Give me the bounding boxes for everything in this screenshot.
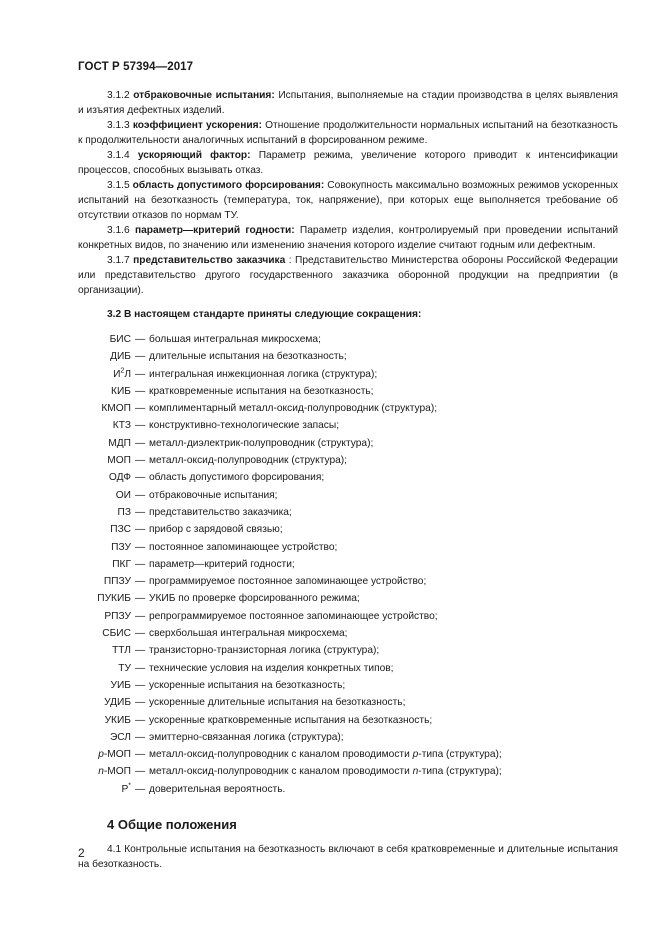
abbreviation-row [78,470,618,487]
abbreviation-row [78,488,618,505]
abbreviation-definition: технические условия на изделия конкретных типов; [149,662,394,674]
abbreviation-dash: — [135,749,146,761]
abbreviation-row [78,505,618,522]
abbreviation-term: ПЗУ [111,541,131,553]
abbreviation-row [78,332,618,349]
abbreviation-definition: сверхбольшая интегральная микросхема; [149,628,348,640]
abbreviation-definition: длительные испытания на безотказность; [149,351,347,363]
abbreviation-definition: металл-диэлектрик-полупроводник (структура); [149,437,374,449]
abbreviation-term: ТТЛ [112,645,131,657]
abbreviation-row [78,713,618,730]
abbreviation-term: КТЗ [112,420,131,432]
abbreviation-definition: область допустимого форсирования; [149,472,325,484]
abbreviation-term: ПЗ [117,506,131,518]
definition-term: представительство заказчика [133,255,286,266]
abbreviation-definition: кратковременные испытания на безотказность; [149,385,374,397]
abbreviation-term: МОП [107,455,131,467]
abbreviation-row [78,557,618,574]
abbreviation-term: МДП [108,437,131,449]
abbreviation-definition: транзисторно-транзисторная логика (структура); [149,645,380,657]
abbreviation-row [78,782,618,799]
abbreviation-definition: ускоренные испытания на безотказность; [149,679,346,691]
abbreviation-dash: — [135,645,146,657]
abbreviation-term: ППЗУ [103,576,131,588]
definition-paragraph [78,118,618,148]
abbreviation-dash: — [135,679,146,691]
abbreviation-definition: металл-оксид-полупроводник с каналом проводимости p-типа (структура); [149,749,502,761]
abbreviation-dash: — [135,334,146,345]
abbreviation-definition: представительство заказчика; [149,506,292,518]
abbreviation-term: КМОП [101,403,131,415]
abbreviation-row [78,436,618,453]
abbreviation-term: p-МОП [98,749,131,761]
abbreviation-row [78,661,618,678]
abbreviation-term: БИС [109,334,131,345]
abbreviation-dash: — [135,593,146,605]
definition-text: Испытания, выполняемые на стадии производства в целях выявления и изъятия дефектных изделий. [78,90,618,116]
abbreviation-term: ОИ [115,489,131,501]
definition-text: : Представительство Министерства обороны Российской Федерации или представительство другого государственного заказчика оборонной продукции на предприятии (в организации). [78,255,618,296]
abbreviations-list [78,332,618,799]
abbreviation-definition: доверительная вероятность. [149,783,286,795]
abbreviation-row [78,418,618,435]
abbreviation-definition: металл-оксид-полупроводник (структура); [149,455,348,467]
abbreviation-definition: программируемое постоянное запоминающее устройство; [149,576,427,588]
abbreviation-row [78,401,618,418]
definitions-section [78,88,618,298]
abbreviation-dash: — [135,697,146,709]
abbreviation-definition: интегральная инжекционная логика (структура); [149,368,378,380]
abbreviation-definition: отбраковочные испытания; [149,489,278,501]
abbreviation-dash: — [135,714,146,726]
abbreviation-dash: — [135,437,146,449]
abbreviation-dash: — [135,472,146,484]
abbreviation-term: Р* [121,782,131,795]
abbreviation-term: n-МОП [98,766,131,778]
document-body [78,88,618,872]
abbreviation-row [78,574,618,591]
abbreviation-dash: — [135,506,146,518]
definition-text: Совокупность максимально возможных режимов ускоренных испытаний на безотказность (температура, ток, напряжение), при которых еще выполняется требование об отсутствии отказов по нормам ТУ. [78,180,618,221]
abbreviation-term: УКИБ [104,714,131,726]
abbreviation-term: ПЗС [110,524,131,536]
abbreviation-row [78,764,618,781]
abbreviation-dash: — [135,420,146,432]
definition-number: 3.1.3 [107,120,130,131]
abbreviation-dash: — [135,610,146,622]
abbreviation-row [78,384,618,401]
abbreviation-row [78,747,618,764]
abbreviation-definition: ускоренные кратковременные испытания на безотказность; [149,714,433,726]
abbreviation-row [78,609,618,626]
definition-text: Отношение продолжительности нормальных испытаний на безотказность к продолжительности аналогичных испытаний в форсированном режиме. [78,120,618,146]
abbreviation-definition: комплиментарный металл-оксид-полупроводник (структура); [149,403,438,415]
abbreviation-row [78,349,618,366]
abbreviation-definition: репрограммируемое постоянное запоминающее устройство; [149,610,438,622]
definition-number: 3.1.2 [107,90,130,101]
abbreviation-term: КИБ [111,385,131,397]
abbreviation-row [78,643,618,660]
abbreviation-term: РПЗУ [104,610,131,622]
abbreviation-dash: — [135,385,146,397]
abbreviation-row [78,591,618,608]
definition-term: отбраковочные испытания: [133,90,275,101]
definition-term: параметр—критерий годности: [134,225,295,236]
abbreviation-dash: — [135,783,146,795]
abbreviation-term: УДИБ [104,697,131,709]
abbreviation-term: ЭСЛ [109,731,131,743]
abbreviation-definition: параметр—критерий годности; [149,558,295,570]
abbreviation-row [78,367,618,384]
abbreviation-definition: большая интегральная микросхема; [149,334,321,345]
abbreviation-dash: — [135,455,146,467]
abbreviation-dash: — [135,558,146,570]
abbreviation-dash: — [135,403,146,415]
abbreviation-term: ТУ [118,662,131,674]
abbreviation-row [78,522,618,539]
abbreviation-dash: — [135,368,146,380]
abbreviation-row [78,730,618,747]
abbreviation-dash: — [135,662,146,674]
abbreviation-dash: — [135,541,146,553]
abbreviation-term: ПУКИБ [97,593,131,605]
abbreviation-definition: эмиттерно-связанная логика (структура); [149,731,344,743]
abbreviations-intro: 3.2 В настоящем стандарте приняты следующие сокращения: [107,309,422,320]
definition-number: 3.1.5 [107,180,130,191]
abbreviation-definition: конструктивно-технологические запасы; [149,420,340,432]
abbreviation-definition: УКИБ по проверке форсированного режима; [149,593,360,605]
definition-paragraph [78,223,618,253]
abbreviation-definition: прибор с зарядовой связью; [149,524,283,536]
definition-paragraph [78,178,618,223]
section-4-paragraph: 4.1 Контрольные испытания на безотказность включают в себя кратковременные и длительные испытания на безотказность. [78,844,618,871]
abbreviation-term: ДИБ [110,351,131,363]
abbreviation-term: СБИС [102,628,131,640]
abbreviation-term: ОДФ [108,472,131,484]
section-4-title: 4 Общие положения [107,817,237,833]
definition-text: Параметр изделия, контролируемый при проведении испытаний конкретных видов, по значению или изменению значения которого изделие считают годным или дефектным. [78,225,619,251]
abbreviation-definition: металл-оксид-полупроводник с каналом проводимости n-типа (структура); [149,766,502,778]
abbreviation-dash: — [135,628,146,640]
abbreviation-dash: — [135,351,146,363]
definition-term: ускоряющий фактор: [137,150,251,161]
abbreviation-dash: — [135,576,146,588]
definition-number: 3.1.7 [107,255,130,266]
page-number: 2 [78,846,85,860]
definition-term: область допустимого форсирования: [132,180,325,191]
abbreviation-dash: — [135,731,146,743]
abbreviation-term: $И^2Л$ [113,367,131,380]
definition-term: коэффициент ускорения: [132,120,262,131]
document-code: ГОСТ Р 57394—2017 [78,61,194,73]
abbreviation-definition: ускоренные длительные испытания на безотказность; [149,697,406,709]
abbreviation-dash: — [135,766,146,778]
abbreviation-dash: — [135,489,146,501]
abbreviation-definition: постоянное запоминающее устройство; [149,541,338,553]
definition-number: 3.1.6 [107,225,130,236]
abbreviation-row [78,626,618,643]
abbreviation-row [78,453,618,470]
abbreviation-row [78,678,618,695]
abbreviation-row [78,540,618,557]
abbreviation-term: УИБ [110,679,131,691]
definition-paragraph [78,253,618,298]
definition-paragraph [78,88,618,118]
abbreviation-dash: — [135,524,146,536]
abbreviation-row [78,695,618,712]
definition-paragraph [78,148,618,178]
abbreviation-term: ПКГ [112,558,131,570]
definition-text: Параметр режима, увеличение которого приводит к интенсификации процессов, способных вызывать отказ. [78,150,618,176]
definition-number: 3.1.4 [107,150,130,161]
